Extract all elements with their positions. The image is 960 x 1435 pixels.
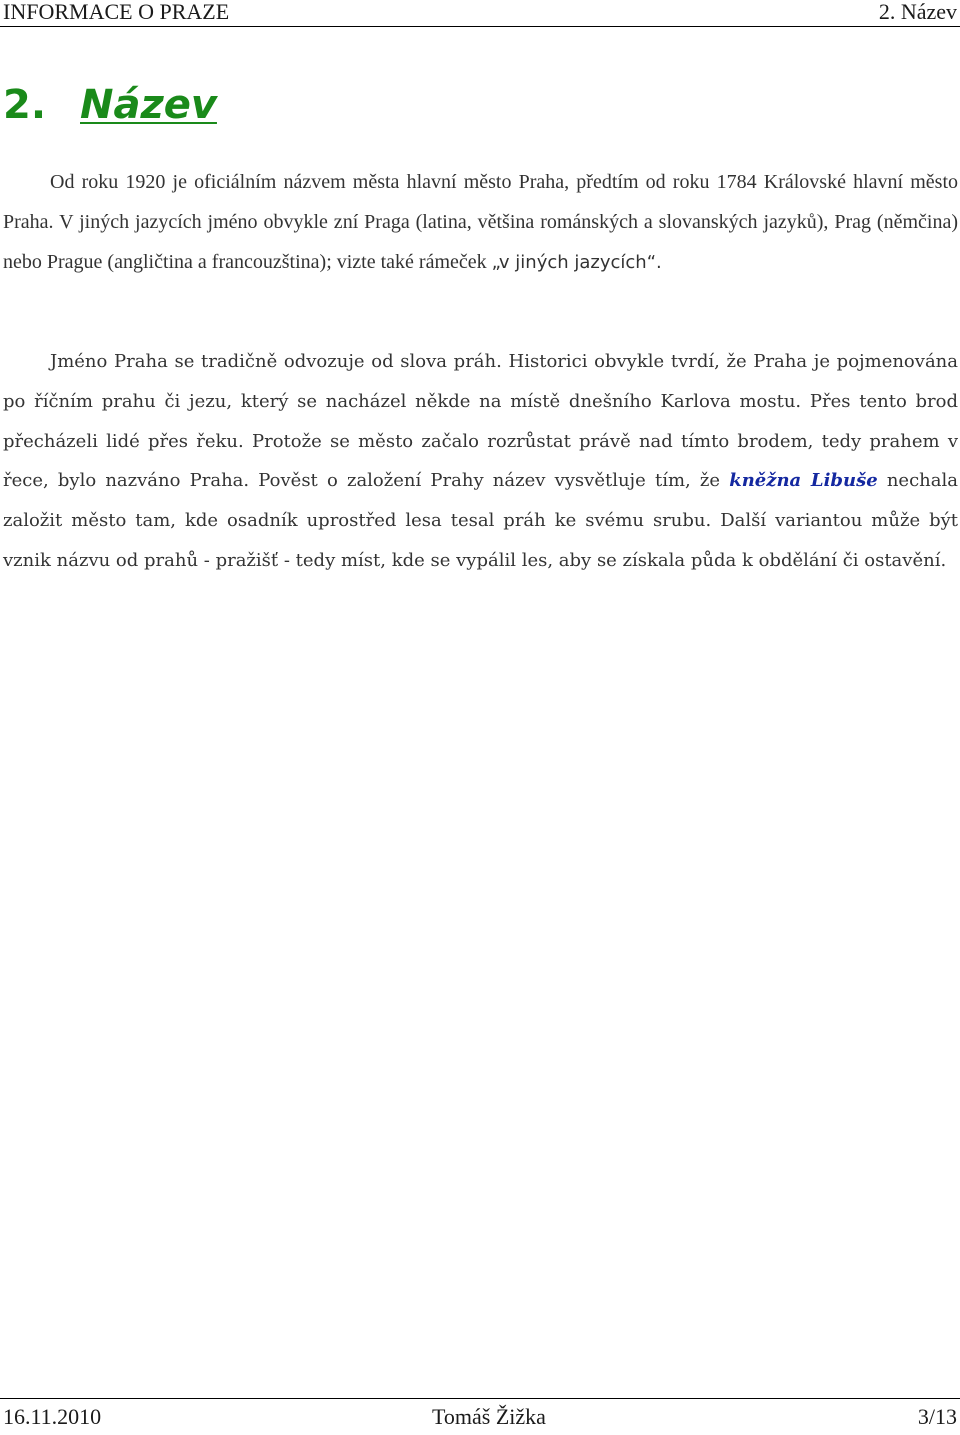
footer-page-number: 3/13: [917, 1404, 957, 1429]
link-knezna-libuse[interactable]: kněžna Libuše: [729, 470, 878, 492]
paragraph-official-name: [3, 162, 958, 283]
page-footer: [0, 1398, 960, 1428]
section-number: 2.: [3, 82, 47, 128]
paragraph-official-name-text: Od roku 1920 je oficiálním názvem města hlavní město Praha, předtím od roku 1784 Královské hlavní město Praha. V jiných jazycích jméno obvykle zní Praga (latina, většina románských a slovanských jazyků), Prag (němčina) nebo Prague (angličtina a francouzština); vizte také rámeček: [3, 171, 958, 273]
header-document-title: INFORMACE O PRAZE: [3, 0, 230, 24]
box-reference[interactable]: „v jiných jazycích“.: [491, 252, 662, 273]
paragraph-name-origin-text-2: nechala založit město tam, kde osadník uprostřed lesa tesal práh ke svému srubu. Další variantou může být vznik názvu od prahů - pražišť - tedy míst, kde se vypálil les, aby se získala půda k obdělání či ostavění.: [3, 470, 958, 571]
footer-author: Tomáš Žižka: [432, 1404, 546, 1429]
footer-date: 16.11.2010: [3, 1404, 102, 1429]
section-title: Název: [80, 82, 217, 128]
paragraph-name-origin: [3, 342, 958, 581]
paragraph-name-origin-text: Jméno Praha se tradičně odvozuje od slova práh. Historici obvykle tvrdí, že Praha je pojmenována po říčním prahu či jezu, který se nacházel někde na místě dnešního Karlova mostu. Přes tento brod přecházeli lidé přes řeku. Protože se město začalo rozrůstat právě nad tímto brodem, tedy prahem v řece, bylo nazváno Praha. Pověst o založení Prahy název vysvětluje tím, že: [3, 351, 958, 492]
section-heading: [3, 78, 217, 132]
page-header: [0, 0, 960, 27]
header-section-title: 2. Název: [878, 0, 957, 24]
